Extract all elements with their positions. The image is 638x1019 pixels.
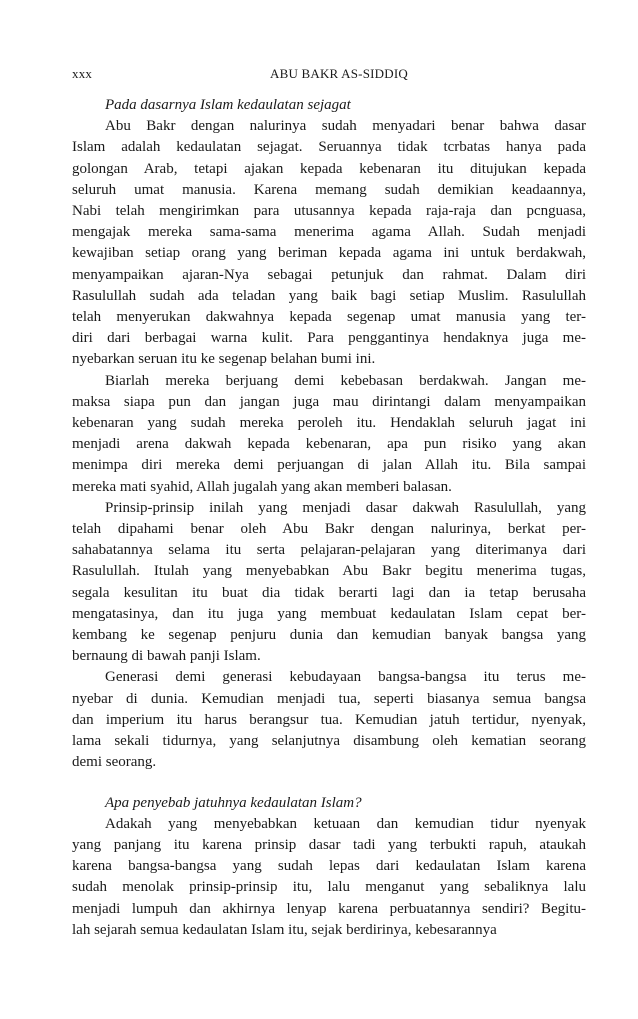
running-header: [72, 66, 586, 88]
text-line: Islam adalah kedaulatan sejagat. Seruannya tidak tcrbatas hanya pada: [72, 139, 586, 156]
text-line: maksa siapa pun dan jangan juga mau dirintangi dalam menyampaikan: [72, 393, 586, 410]
text-line: Rasulullah. Itulah yang menyebabkan Abu Bakr begitu menerima tugas,: [72, 563, 586, 580]
text-line: diri dari berbagai warna kulit. Para penggantinya hendaknya juga me-: [72, 330, 586, 347]
text-line: telah menyerukan dakwahnya kepada segenap umat manusia yang ter-: [72, 309, 586, 326]
page-body: [72, 95, 586, 941]
paragraph: [72, 667, 586, 773]
text-line: lama sekali tidurnya, yang selanjutnya disambung oleh kematian seorang: [72, 733, 586, 750]
text-line: nyebarkan seruan itu ke segenap belahan bumi ini.: [72, 351, 376, 368]
text-line: yang panjang itu karena prinsip dasar tadi yang terbukti rapuh, ataukah: [72, 836, 586, 853]
section-heading: Pada dasarnya Islam kedaulatan sejagat: [105, 97, 351, 113]
text-line: mereka mati syahid, Allah jugalah yang akan memberi balasan.: [72, 478, 452, 495]
text-line: telah dipahami benar oleh Abu Bakr dengan nalurinya, berkat per-: [72, 521, 586, 538]
text-line: karena bangsa-bangsa yang sudah lepas dari kedaulatan Islam karena: [72, 858, 586, 875]
paragraph: [72, 498, 586, 668]
book-page: [72, 66, 586, 941]
text-line: mengajak mereka sama-sama menerima agama Allah. Sudah menjadi: [72, 224, 586, 241]
text-line: Adakah yang menyebabkan ketuaan dan kemudian tidur nyenyak: [105, 815, 586, 832]
text-line: menjadi lumpuh dan akhirnya lenyap karena perbuatannya sendiri? Begitu-: [72, 900, 586, 917]
text-line: kembang ke segenap penjuru dunia dan kemudian banyak bangsa yang: [72, 627, 586, 644]
text-line: Generasi demi generasi kebudayaan bangsa-bangsa itu terus me-: [105, 669, 586, 686]
text-line: seluruh umat manusia. Karena memang sudah demikian keadaannya,: [72, 181, 586, 198]
text-line: sahabatannya selama itu serta pelajaran-pelajaran yang diterimanya dari: [72, 542, 586, 559]
paragraph: [72, 371, 586, 498]
text-line: bernaung di bawah panji Islam.: [72, 648, 261, 665]
text-line: Biarlah mereka berjuang demi kebebasan berdakwah. Jangan me-: [105, 372, 586, 389]
text-line: segala kesulitan itu buat dia tidak berarti lagi dan ia tetap berusaha: [72, 584, 586, 601]
text-line: golongan Arab, tetapi ajakan kepada kebenaran itu ditujukan kepada: [72, 160, 586, 177]
text-line: mengatasinya, dan itu juga yang membuat kedaulatan Islam cepat ber-: [72, 605, 586, 622]
text-line: lah sejarah semua kedaulatan Islam itu, sejak berdirinya, kebesarannya: [72, 921, 497, 938]
text-line: kewajiban setiap orang yang beriman kepada agama ini untuk berdakwah,: [72, 245, 586, 262]
text-line: Rasulullah sudah ada teladan yang baik bagi setiap Muslim. Rasulullah: [72, 287, 586, 304]
text-line: demi seorang.: [72, 754, 157, 771]
text-line: nyebar di dunia. Kemudian menjadi tua, seperti biasanya semua bangsa: [72, 690, 586, 707]
text-line: Abu Bakr dengan nalurinya sudah menyadari benar bahwa dasar: [105, 118, 586, 135]
page-number: xxx: [72, 66, 93, 81]
book-title: ABU BAKR AS-SIDDIQ: [270, 66, 408, 81]
text-line: Prinsip-prinsip inilah yang menjadi dasar dakwah Rasulullah, yang: [105, 499, 586, 516]
text-line: kebenaran yang sudah mereka peroleh itu. Hendaklah seluruh jagat ini: [72, 415, 586, 432]
text-line: menyampaikan ajaran-Nya sebagai petunjuk dan rahmat. Dalam diri: [72, 266, 586, 283]
text-line: Nabi telah mengirimkan para utusannya kepada raja-raja dan pcnguasa,: [72, 203, 586, 220]
text-line: menjadi arena dakwah kepada kebenaran, apa pun risiko yang akan: [72, 436, 586, 453]
section-heading: Apa penyebab jatuhnya kedaulatan Islam?: [105, 794, 362, 811]
text-line: sudah menolak prinsip-prinsip itu, lalu menganut yang sebaliknya lalu: [72, 879, 586, 896]
paragraph: [72, 814, 586, 941]
paragraph: [72, 116, 586, 370]
text-line: menimpa diri mereka demi perjuangan di jalan Allah itu. Bila sampai: [72, 457, 586, 474]
text-line: dan imperium itu harus berangsur tua. Kemudian jatuh tertidur, nyenyak,: [72, 711, 586, 728]
